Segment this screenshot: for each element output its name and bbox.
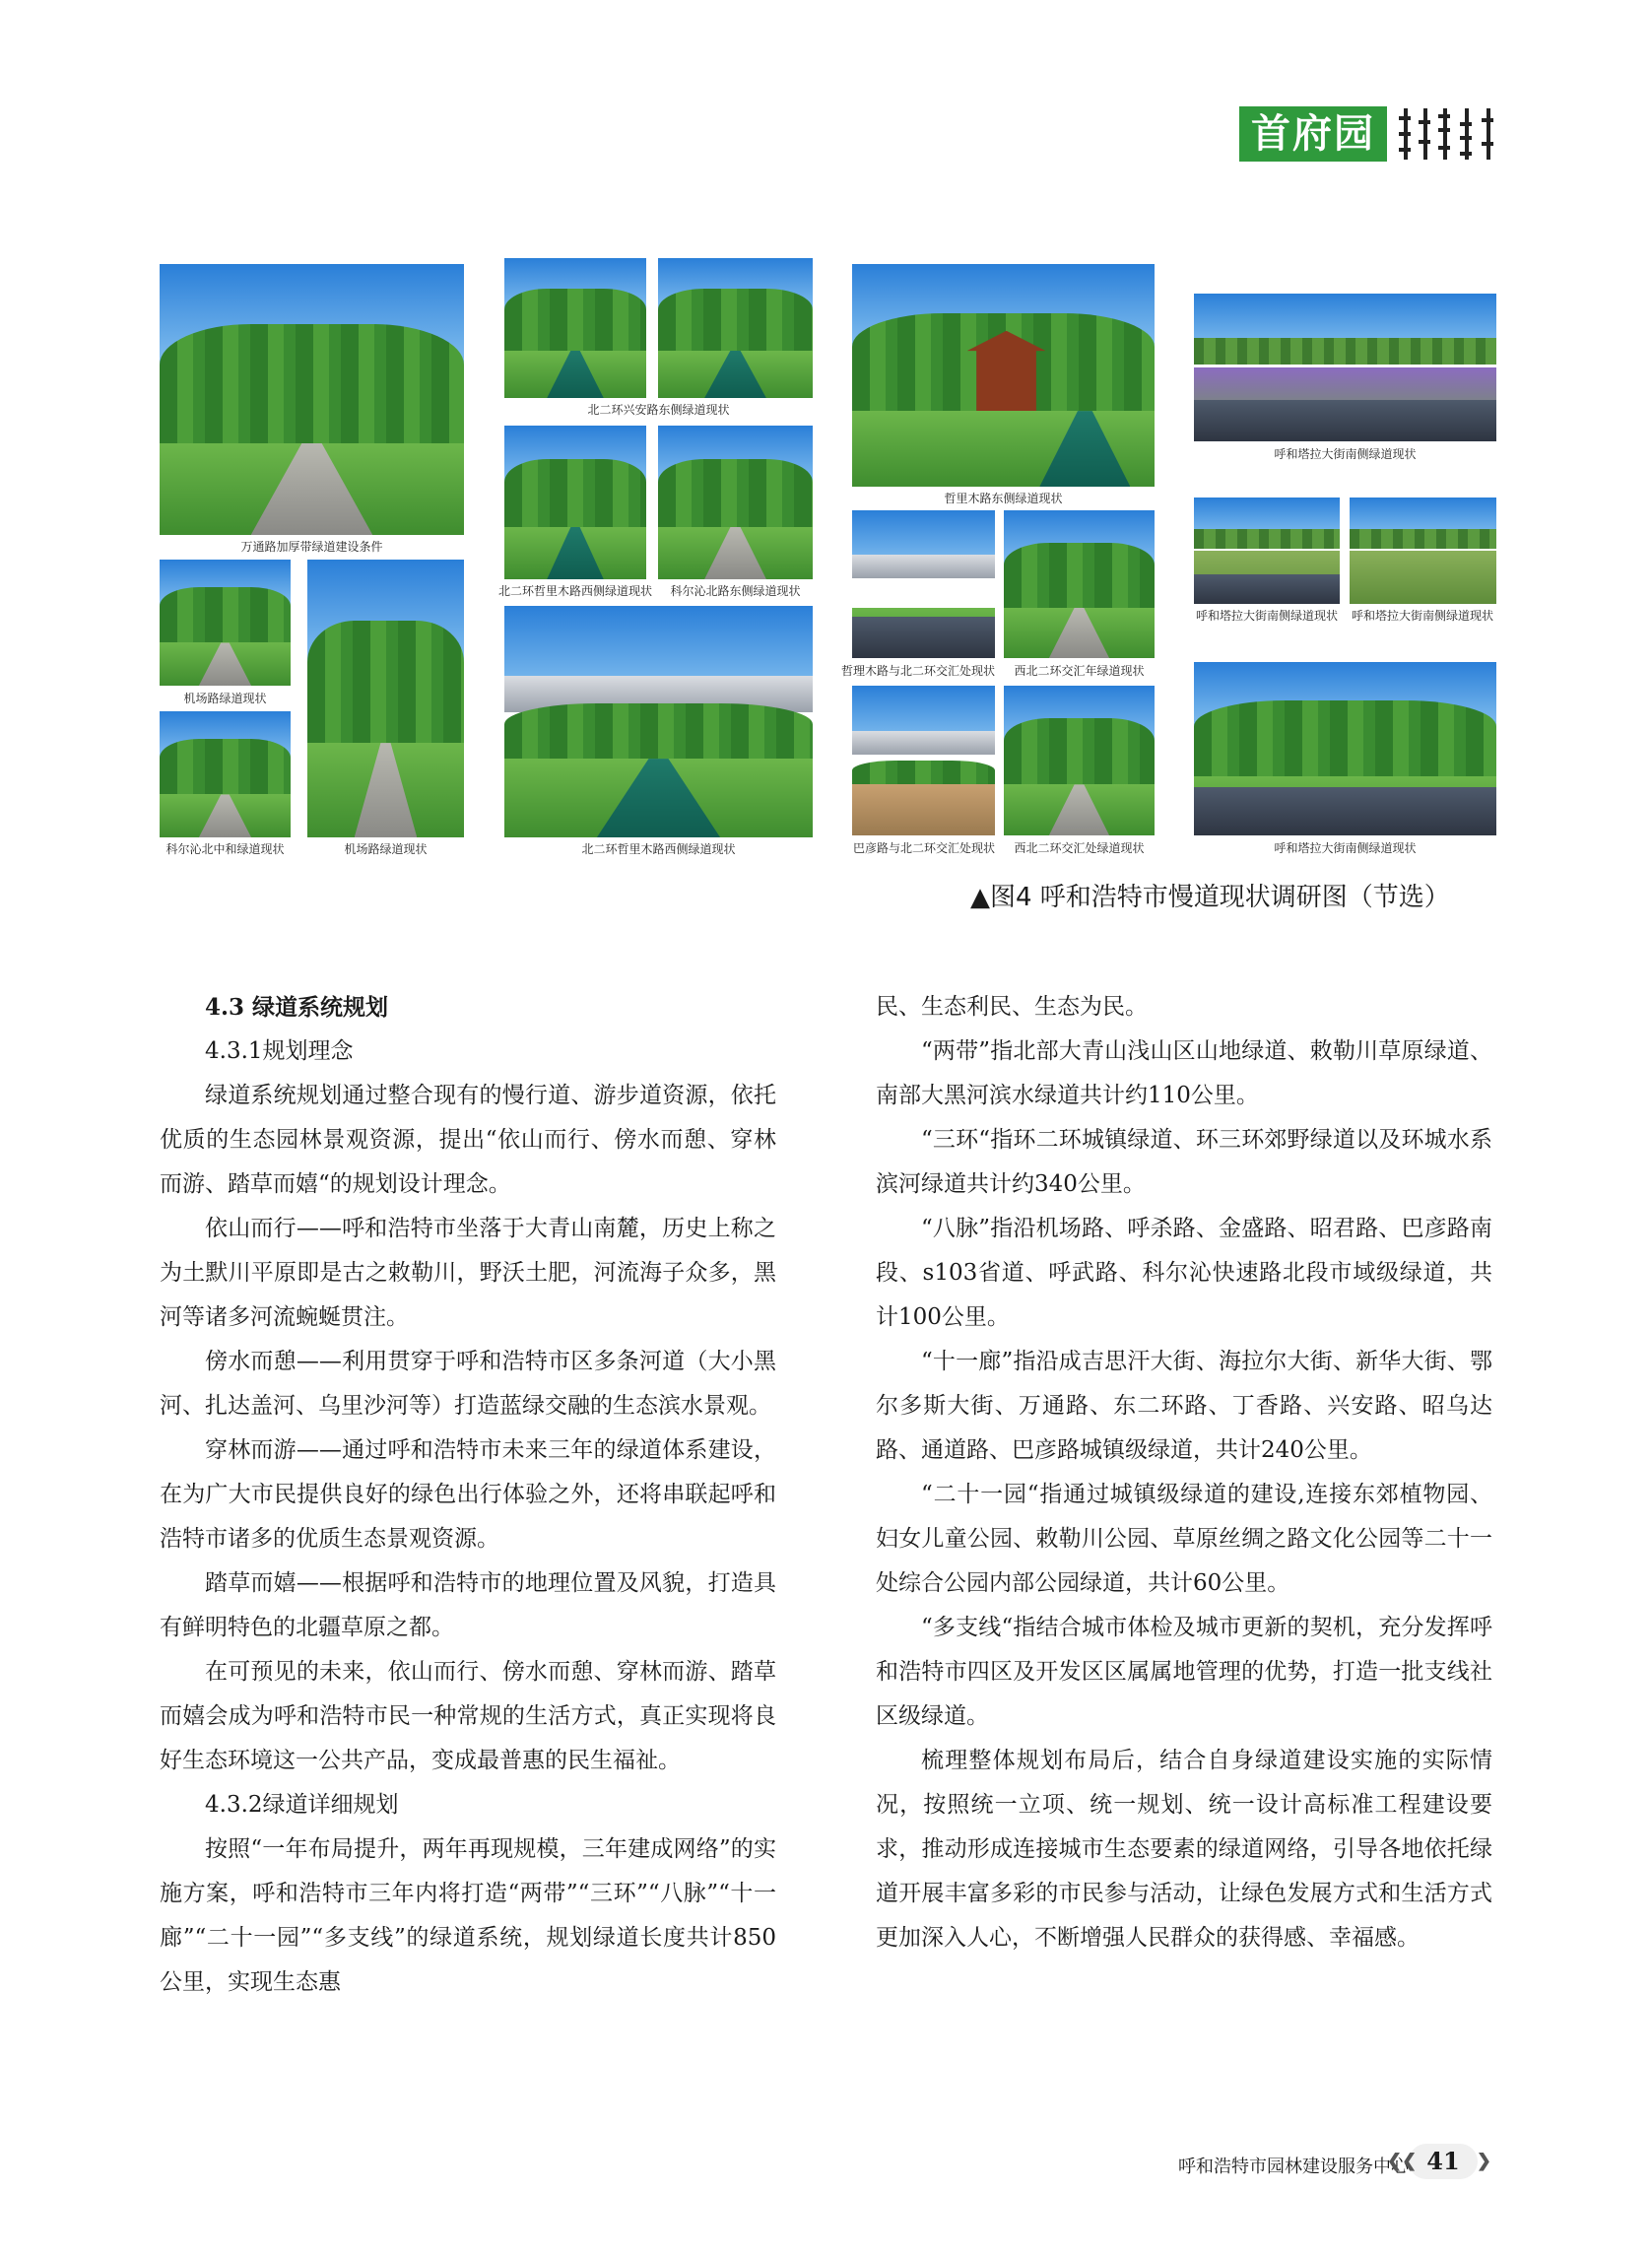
right-text-column — [876, 985, 1492, 1960]
greenway-photo — [1194, 662, 1496, 835]
greenway-photo — [852, 686, 995, 835]
photo-caption: 呼和塔拉大街南侧绿道现状 — [1195, 609, 1338, 623]
greenway-photo — [658, 258, 813, 398]
section-heading: 4.3 绿道系统规划 — [205, 994, 389, 1021]
greenway-photo — [160, 264, 464, 535]
paragraph: 民、生态利民、生态为民。 — [876, 994, 1148, 1020]
paragraph: “八脉”指沿机场路、呼杀路、金盛路、昭君路、巴彦路南段、s103省道、呼武路、科尔沁快速路北段市域级绿道，共计100公里。 — [876, 1216, 1492, 1330]
photo-caption: 科尔沁北路东侧绿道现状 — [670, 584, 801, 598]
greenway-photo — [1194, 294, 1496, 441]
paragraph: 依山而行——呼和浩特市坐落于大青山南麓，历史上称之为土默川平原即是古之敕勒川，野沃土肥，河流海子众多，黑河等诸多河流蜿蜒贯注。 — [160, 1216, 776, 1330]
mongolian-script-glyph — [1482, 106, 1495, 162]
paragraph: 穿林而游——通过呼和浩特市未来三年的绿道体系建设，在为广大市民提供良好的绿色出行体验之外，还将串联起呼和浩特市诸多的优质生态景观资源。 — [160, 1437, 776, 1552]
greenway-photo — [1350, 498, 1496, 604]
photo-caption: 西北二环交汇年绿道现状 — [1014, 664, 1145, 678]
mongolian-script-glyph — [1438, 106, 1452, 162]
photo-caption: 北二环哲里木路西侧绿道现状 — [581, 842, 736, 856]
page-number: ❮❮ 41 ❯ — [1409, 2144, 1478, 2179]
greenway-photo — [307, 560, 464, 837]
photo-caption: 北二环哲里木路西侧绿道现状 — [497, 584, 652, 598]
figure-title: ▲图4 呼和浩特市慢道现状调研图（节选） — [970, 883, 1450, 912]
greenway-photo — [1194, 498, 1340, 604]
paragraph: 绿道系统规划通过整合现有的慢行道、游步道资源，依托优质的生态园林景观资源，提出“依山而行、傍水而憩、穿林而游、踏草而嬉“的规划设计理念。 — [160, 1083, 776, 1197]
mongolian-script-glyph — [1399, 106, 1413, 162]
left-text-column — [160, 985, 776, 2005]
paragraph: “三环“指环二环城镇绿道、环三环郊野绿道以及环城水系滨河绿道共计约340公里。 — [876, 1127, 1492, 1197]
photo-caption: 哲里木路东侧绿道现状 — [944, 492, 1063, 505]
subsection-heading: 4.3.1规划理念 — [205, 1038, 354, 1064]
photo-caption: 哲理木路与北二环交汇处现状 — [840, 664, 995, 678]
greenway-photo — [160, 560, 291, 686]
paragraph: “两带”指北部大青山浅山区山地绿道、敕勒川草原绿道、南部大黑河滨水绿道共计约110公里。 — [876, 1038, 1492, 1108]
photo-caption: 机场路绿道现状 — [344, 842, 428, 856]
paragraph: 按照“一年布局提升，两年再现规模，三年建成网络”的实施方案，呼和浩特市三年内将打造“两带”“三环”“八脉”“十一廊”“二十一园”“多支线”的绿道系统，规划绿道长度共计850公里，实现生态惠 — [160, 1836, 776, 1995]
photo-caption: 西北二环交汇处绿道现状 — [1014, 841, 1145, 855]
mongolian-script-glyph — [1460, 106, 1474, 162]
greenway-photo — [504, 606, 813, 837]
photo-caption: 北二环兴安路东侧绿道现状 — [587, 403, 730, 417]
photo-caption: 万通路加厚带绿道建设条件 — [240, 540, 383, 554]
greenway-photo — [658, 426, 813, 579]
paragraph: “十一廊”指沿成吉思汗大街、海拉尔大街、新华大街、鄂尔多斯大街、万通路、东二环路、丁香路、兴安路、昭乌达路、通道路、巴彦路城镇级绿道，共计240公里。 — [876, 1349, 1492, 1463]
publisher-name: 呼和浩特市园林建设服务中心 — [1178, 2157, 1409, 2177]
photo-caption: 机场路绿道现状 — [183, 692, 267, 705]
paragraph: 踏草而嬉——根据呼和浩特市的地理位置及风貌，打造具有鲜明特色的北疆草原之都。 — [160, 1570, 776, 1640]
paragraph: “多支线“指结合城市体检及城市更新的契机，充分发挥呼和浩特市四区及开发区区属属地管理的优势，打造一批支线社区级绿道。 — [876, 1615, 1492, 1729]
photo-caption: 呼和塔拉大街南侧绿道现状 — [1274, 841, 1417, 855]
magazine-logo: 首府园林 — [1239, 106, 1387, 162]
paragraph: 傍水而憩——利用贯穿于呼和浩特市区多条河道（大小黑河、扎达盖河、乌里沙河等）打造蓝绿交融的生态滨水景观。 — [160, 1349, 776, 1419]
greenway-photo — [160, 711, 291, 837]
greenway-photo — [852, 510, 995, 658]
mongolian-script-glyph — [1419, 106, 1432, 162]
greenway-photo — [1004, 686, 1155, 835]
greenway-photo — [852, 264, 1155, 487]
greenway-photo — [1004, 510, 1155, 658]
greenway-photo — [504, 258, 646, 398]
greenway-photo — [504, 426, 646, 579]
paragraph: “二十一园“指通过城镇级绿道的建设,连接东郊植物园、妇女儿童公园、敕勒川公园、草原丝绸之路文化公园等二十一处综合公园内部公园绿道，共计60公里。 — [876, 1482, 1492, 1596]
paragraph: 梳理整体规划布局后，结合自身绿道建设实施的实际情况，按照统一立项、统一规划、统一设计高标准工程建设要求，推动形成连接城市生态要素的绿道网络，引导各地依托绿道开展丰富多彩的市民参与活动，让绿色发展方式和生活方式更加深入人心，不断增强人民群众的获得感、幸福感。 — [876, 1748, 1492, 1951]
photo-caption: 呼和塔拉大街南侧绿道现状 — [1274, 447, 1417, 461]
photo-caption: 巴彦路与北二环交汇处现状 — [852, 841, 995, 855]
paragraph: 在可预见的未来，依山而行、傍水而憩、穿林而游、踏草而嬉会成为呼和浩特市民一种常规的生活方式，真正实现将良好生态环境这一公共产品，变成最普惠的民生福祉。 — [160, 1659, 776, 1773]
photo-caption: 呼和塔拉大街南侧绿道现状 — [1351, 609, 1493, 623]
photo-caption: 科尔沁北中和绿道现状 — [165, 842, 285, 856]
subsection-heading: 4.3.2绿道详细规划 — [205, 1792, 399, 1818]
